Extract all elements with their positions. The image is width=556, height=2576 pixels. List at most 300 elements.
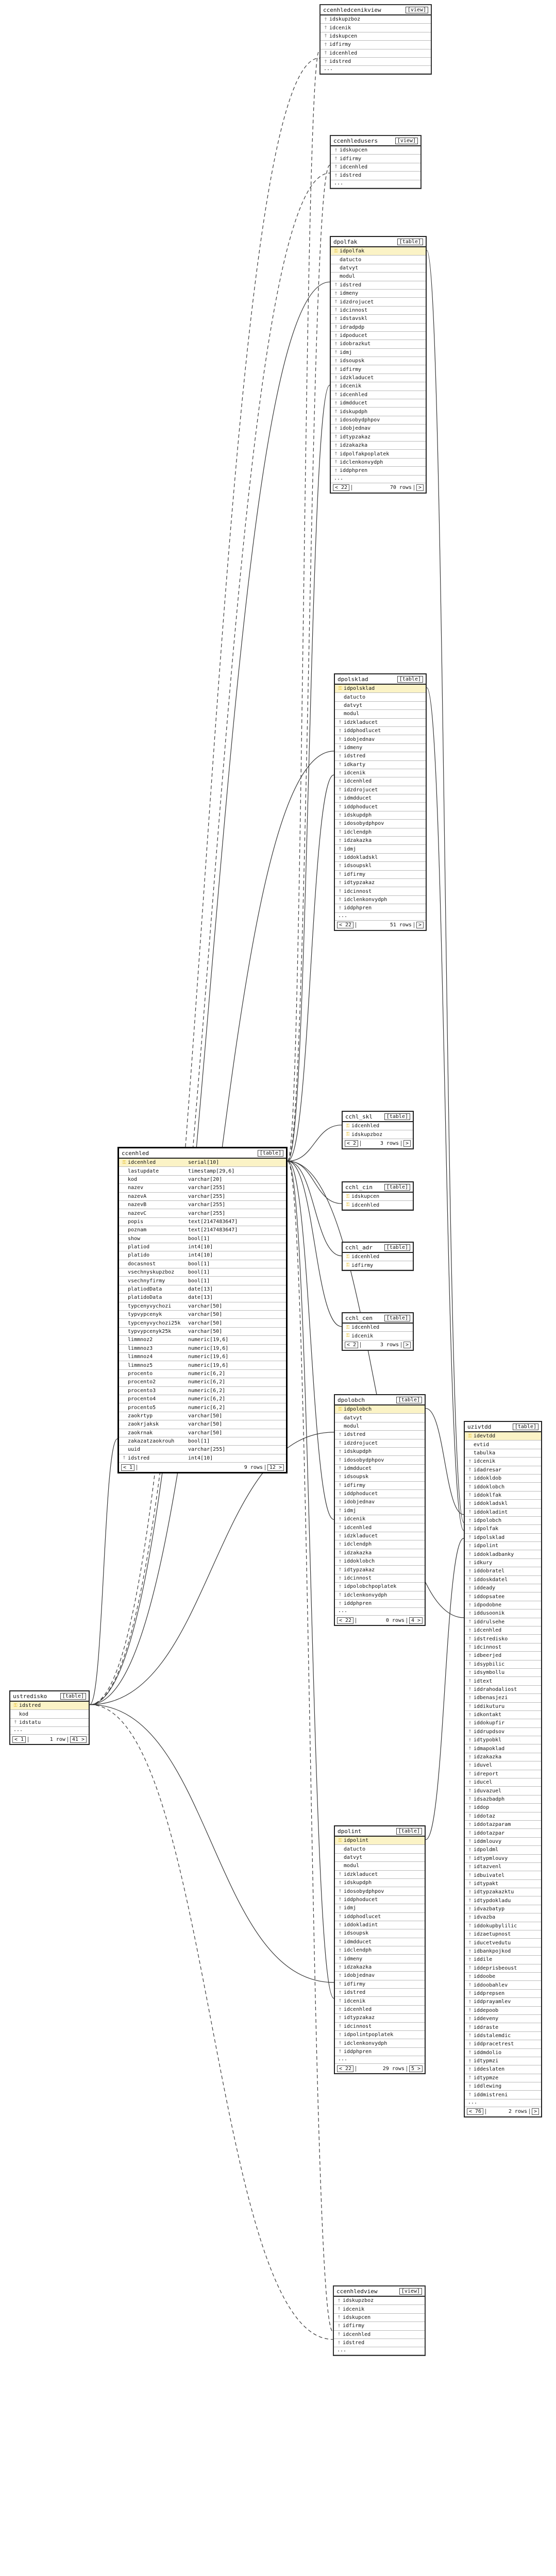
- column-row[interactable]: [335, 871, 426, 879]
- column-row[interactable]: [465, 1753, 541, 1761]
- column-row[interactable]: [119, 1345, 286, 1353]
- column-row[interactable]: [465, 1500, 541, 1508]
- column-row[interactable]: [335, 1879, 425, 1887]
- column-row[interactable]: [334, 2297, 425, 2305]
- column-row[interactable]: [465, 1592, 541, 1601]
- column-row[interactable]: [465, 1711, 541, 1719]
- column-row[interactable]: [331, 155, 420, 163]
- column-row[interactable]: [119, 1370, 286, 1378]
- column-row[interactable]: [465, 1643, 541, 1652]
- column-row[interactable]: [335, 828, 426, 837]
- column-row[interactable]: [465, 2049, 541, 2057]
- column-row[interactable]: [465, 1618, 541, 1626]
- column-row[interactable]: [465, 1475, 541, 1483]
- child-count-nav[interactable]: >: [403, 1342, 411, 1348]
- column-row[interactable]: [119, 1387, 286, 1395]
- column-row[interactable]: [321, 41, 431, 49]
- column-row[interactable]: [343, 1261, 413, 1269]
- column-row[interactable]: [331, 433, 426, 442]
- column-row[interactable]: [465, 1770, 541, 1778]
- column-row[interactable]: [335, 845, 426, 853]
- column-row[interactable]: [465, 1812, 541, 1821]
- column-row[interactable]: [10, 1702, 89, 1710]
- parent-count-nav[interactable]: < 22: [337, 2065, 353, 2072]
- column-row[interactable]: [331, 172, 420, 180]
- column-row[interactable]: [335, 1946, 425, 1955]
- column-row[interactable]: [465, 1863, 541, 1871]
- column-row[interactable]: [119, 1268, 286, 1277]
- column-row[interactable]: [335, 1498, 425, 1506]
- column-row[interactable]: [465, 1973, 541, 1981]
- column-row[interactable]: [335, 1405, 425, 1414]
- column-row[interactable]: [335, 1574, 425, 1583]
- column-row[interactable]: [465, 1896, 541, 1905]
- column-row[interactable]: [335, 854, 426, 862]
- column-row[interactable]: [335, 1871, 425, 1879]
- column-row[interactable]: [331, 408, 426, 416]
- column-row[interactable]: [335, 761, 426, 769]
- column-row[interactable]: [465, 1804, 541, 1812]
- column-row[interactable]: [335, 1422, 425, 1431]
- column-row[interactable]: [335, 719, 426, 727]
- column-row[interactable]: [465, 2007, 541, 2015]
- column-row[interactable]: [465, 1736, 541, 1744]
- column-row[interactable]: [119, 1446, 286, 1454]
- column-row[interactable]: [119, 1235, 286, 1243]
- column-row[interactable]: [465, 2015, 541, 2023]
- column-row[interactable]: [335, 744, 426, 752]
- column-row[interactable]: [335, 1431, 425, 1439]
- column-row[interactable]: [331, 332, 426, 340]
- column-row[interactable]: [119, 1319, 286, 1327]
- column-row[interactable]: [331, 290, 426, 298]
- column-row[interactable]: [334, 2314, 425, 2322]
- parent-count-nav[interactable]: < 22: [337, 922, 353, 928]
- column-row[interactable]: [331, 315, 426, 323]
- column-row[interactable]: [335, 1515, 425, 1523]
- column-row[interactable]: [465, 1584, 541, 1592]
- column-row[interactable]: [335, 1845, 425, 1853]
- child-count-nav[interactable]: >: [416, 922, 424, 928]
- column-row[interactable]: [335, 1414, 425, 1422]
- column-row[interactable]: [465, 1744, 541, 1753]
- column-row[interactable]: [465, 1440, 541, 1449]
- column-row[interactable]: [331, 382, 426, 391]
- column-row[interactable]: [119, 1209, 286, 1217]
- column-row[interactable]: [465, 2023, 541, 2031]
- column-row[interactable]: [465, 1466, 541, 1475]
- column-row[interactable]: [335, 896, 426, 904]
- column-row[interactable]: [335, 904, 426, 912]
- column-row[interactable]: [465, 1458, 541, 1466]
- column-row[interactable]: [331, 247, 426, 256]
- column-row[interactable]: [335, 786, 426, 794]
- table-uzivtdoc[interactable]: [464, 1421, 542, 2117]
- column-row[interactable]: [335, 862, 426, 870]
- column-row[interactable]: [465, 1795, 541, 1804]
- column-row[interactable]: [465, 1719, 541, 1727]
- column-row[interactable]: [465, 1677, 541, 1685]
- column-row[interactable]: [335, 2039, 425, 2047]
- table-ccenhled[interactable]: [117, 1147, 288, 1473]
- column-row[interactable]: [335, 1997, 425, 2005]
- column-row[interactable]: [119, 1167, 286, 1175]
- column-row[interactable]: [335, 1439, 425, 1448]
- column-row[interactable]: [335, 2023, 425, 2031]
- column-row[interactable]: [465, 1542, 541, 1550]
- column-row[interactable]: [465, 1492, 541, 1500]
- column-row[interactable]: [335, 1921, 425, 1929]
- column-row[interactable]: [465, 1449, 541, 1458]
- column-row[interactable]: [331, 163, 420, 172]
- column-row[interactable]: [343, 1324, 413, 1332]
- column-row[interactable]: [465, 1905, 541, 1913]
- column-row[interactable]: [335, 1448, 425, 1456]
- table-name[interactable]: dpolint: [338, 1827, 362, 1835]
- column-row[interactable]: [335, 1490, 425, 1498]
- column-row[interactable]: [465, 1888, 541, 1896]
- column-row[interactable]: [119, 1260, 286, 1268]
- column-row[interactable]: [119, 1420, 286, 1429]
- column-row[interactable]: [335, 1938, 425, 1946]
- column-row[interactable]: [335, 702, 426, 710]
- column-row[interactable]: [335, 1540, 425, 1549]
- column-row[interactable]: [343, 1122, 413, 1130]
- table-name[interactable]: cchl_adr: [345, 1244, 373, 1251]
- column-row[interactable]: [331, 349, 426, 357]
- column-row[interactable]: [335, 735, 426, 743]
- parent-count-nav[interactable]: < 22: [337, 1617, 353, 1624]
- column-row[interactable]: [321, 58, 431, 66]
- column-row[interactable]: [465, 1686, 541, 1694]
- column-row[interactable]: [331, 450, 426, 458]
- column-row[interactable]: [119, 1429, 286, 1437]
- column-row[interactable]: [119, 1353, 286, 1361]
- column-row[interactable]: [331, 391, 426, 399]
- table-name[interactable]: cchl_cen: [345, 1314, 373, 1321]
- column-row[interactable]: [465, 1930, 541, 1939]
- column-row[interactable]: [335, 710, 426, 718]
- column-row[interactable]: [465, 1601, 541, 1609]
- column-row[interactable]: [335, 1482, 425, 1490]
- column-row[interactable]: [335, 1980, 425, 1989]
- column-row[interactable]: [335, 2048, 425, 2056]
- column-row[interactable]: [465, 1609, 541, 1618]
- column-row[interactable]: [335, 1862, 425, 1870]
- table-name[interactable]: cchl_cin: [345, 1183, 373, 1191]
- column-row[interactable]: [119, 1176, 286, 1184]
- column-row[interactable]: [465, 1761, 541, 1770]
- column-row[interactable]: [335, 1854, 425, 1862]
- child-count-nav[interactable]: 4 >: [409, 1617, 423, 1624]
- column-row[interactable]: [465, 1855, 541, 1863]
- column-row[interactable]: [465, 1703, 541, 1711]
- column-row[interactable]: [119, 1251, 286, 1260]
- column-row[interactable]: [465, 1567, 541, 1575]
- column-row[interactable]: [331, 442, 426, 450]
- column-row[interactable]: [335, 2014, 425, 2022]
- column-row[interactable]: [331, 273, 426, 281]
- column-row[interactable]: [465, 1871, 541, 1879]
- column-row[interactable]: [335, 1566, 425, 1574]
- column-row[interactable]: [335, 1972, 425, 1980]
- column-row[interactable]: [465, 1913, 541, 1922]
- table-name[interactable]: dpolsklad: [338, 675, 368, 683]
- column-row[interactable]: [465, 2040, 541, 2048]
- column-row[interactable]: [335, 2031, 425, 2039]
- column-row[interactable]: [331, 357, 426, 365]
- table-name[interactable]: ccenhledview: [336, 2287, 378, 2295]
- child-count-nav[interactable]: 5 >: [409, 2065, 423, 2072]
- column-row[interactable]: [119, 1328, 286, 1336]
- column-row[interactable]: [331, 281, 426, 290]
- column-row[interactable]: [465, 1990, 541, 1998]
- column-row[interactable]: [335, 837, 426, 845]
- column-row[interactable]: [334, 2339, 425, 2347]
- column-row[interactable]: [465, 1432, 541, 1440]
- column-row[interactable]: [321, 32, 431, 41]
- column-row[interactable]: [119, 1159, 286, 1167]
- table-cchcin[interactable]: [342, 1181, 414, 1211]
- column-row[interactable]: [119, 1361, 286, 1369]
- column-row[interactable]: [331, 365, 426, 374]
- column-row[interactable]: [335, 693, 426, 701]
- parent-count-nav[interactable]: < 1: [121, 1464, 134, 1471]
- column-row[interactable]: [119, 1412, 286, 1420]
- column-row[interactable]: [335, 1887, 425, 1895]
- column-row[interactable]: [465, 1956, 541, 1964]
- column-row[interactable]: [331, 459, 426, 467]
- column-row[interactable]: [335, 1600, 425, 1608]
- table-cchcen[interactable]: [342, 1312, 414, 1351]
- column-row[interactable]: [335, 1532, 425, 1540]
- column-row[interactable]: [335, 887, 426, 895]
- table-name[interactable]: ustredisko: [13, 1692, 47, 1700]
- column-row[interactable]: [465, 1635, 541, 1643]
- column-row[interactable]: [465, 1998, 541, 2006]
- column-row[interactable]: [331, 298, 426, 306]
- column-row[interactable]: [343, 1130, 413, 1139]
- column-row[interactable]: [465, 1517, 541, 1525]
- column-row[interactable]: [119, 1226, 286, 1234]
- column-row[interactable]: [335, 794, 426, 803]
- table-cvw1[interactable]: [319, 4, 432, 75]
- column-row[interactable]: [331, 324, 426, 332]
- column-row[interactable]: [465, 1964, 541, 1973]
- column-row[interactable]: [465, 1829, 541, 1837]
- child-count-nav[interactable]: 41 >: [70, 1736, 87, 1743]
- table-dpolsklad[interactable]: [334, 673, 427, 931]
- column-row[interactable]: [343, 1193, 413, 1201]
- column-row[interactable]: [335, 685, 426, 693]
- column-row[interactable]: [335, 1507, 425, 1515]
- column-row[interactable]: [335, 1591, 425, 1600]
- column-row[interactable]: [119, 1277, 286, 1285]
- column-row[interactable]: [119, 1294, 286, 1302]
- column-row[interactable]: [465, 1821, 541, 1829]
- column-row[interactable]: [331, 374, 426, 382]
- parent-count-nav[interactable]: < 76: [467, 2108, 483, 2115]
- column-row[interactable]: [335, 1465, 425, 1473]
- parent-count-nav[interactable]: < 2: [345, 1140, 358, 1147]
- column-row[interactable]: [335, 769, 426, 777]
- column-row[interactable]: [465, 1550, 541, 1558]
- parent-count-nav[interactable]: < 2: [345, 1342, 358, 1348]
- column-row[interactable]: [465, 1669, 541, 1677]
- column-row[interactable]: [334, 2305, 425, 2313]
- column-row[interactable]: [119, 1201, 286, 1209]
- column-row[interactable]: [343, 1253, 413, 1261]
- column-row[interactable]: [321, 15, 431, 24]
- column-row[interactable]: [119, 1437, 286, 1446]
- column-row[interactable]: [335, 803, 426, 811]
- column-row[interactable]: [465, 1922, 541, 1930]
- column-row[interactable]: [331, 416, 426, 425]
- column-row[interactable]: [331, 467, 426, 475]
- table-name[interactable]: ccenhledcenikview: [323, 6, 381, 13]
- column-row[interactable]: [465, 2074, 541, 2082]
- column-row[interactable]: [465, 1880, 541, 1888]
- column-row[interactable]: [465, 2065, 541, 2074]
- column-row[interactable]: [335, 1913, 425, 1921]
- more-columns-ellipsis[interactable]: ...: [465, 2099, 541, 2107]
- column-row[interactable]: [335, 1896, 425, 1904]
- column-row[interactable]: [465, 2082, 541, 2091]
- column-row[interactable]: [335, 2006, 425, 2014]
- column-row[interactable]: [343, 1201, 413, 1209]
- table-cchadr[interactable]: [342, 1242, 414, 1271]
- column-row[interactable]: [465, 1525, 541, 1533]
- column-row[interactable]: [465, 1483, 541, 1491]
- more-columns-ellipsis[interactable]: ...: [331, 476, 426, 483]
- column-row[interactable]: [465, 1981, 541, 1989]
- column-row[interactable]: [119, 1454, 286, 1463]
- column-row[interactable]: [465, 1626, 541, 1635]
- column-row[interactable]: [321, 49, 431, 58]
- more-columns-ellipsis[interactable]: ...: [321, 66, 431, 74]
- parent-count-nav[interactable]: < 22: [333, 484, 349, 491]
- column-row[interactable]: [465, 1576, 541, 1584]
- column-row[interactable]: [331, 425, 426, 433]
- column-row[interactable]: [119, 1243, 286, 1251]
- column-row[interactable]: [119, 1184, 286, 1192]
- column-row[interactable]: [335, 1837, 425, 1845]
- column-row[interactable]: [335, 1955, 425, 1963]
- column-row[interactable]: [335, 1549, 425, 1557]
- more-columns-ellipsis[interactable]: ...: [335, 2056, 425, 2064]
- child-count-nav[interactable]: >: [532, 2108, 539, 2115]
- column-row[interactable]: [343, 1332, 413, 1340]
- column-row[interactable]: [335, 777, 426, 786]
- column-row[interactable]: [465, 1939, 541, 1947]
- column-row[interactable]: [335, 752, 426, 760]
- column-row[interactable]: [119, 1285, 286, 1294]
- more-columns-ellipsis[interactable]: ...: [10, 1727, 89, 1735]
- column-row[interactable]: [331, 256, 426, 264]
- table-ustr[interactable]: [9, 1690, 90, 1745]
- table-name[interactable]: ccenhled: [122, 1149, 149, 1157]
- column-row[interactable]: [331, 399, 426, 408]
- table-dpolint[interactable]: [334, 1825, 426, 2074]
- column-row[interactable]: [10, 1710, 89, 1718]
- column-row[interactable]: [335, 820, 426, 828]
- column-row[interactable]: [335, 1929, 425, 1938]
- child-count-nav[interactable]: 12 >: [267, 1464, 284, 1471]
- table-cchskl[interactable]: [342, 1111, 414, 1149]
- column-row[interactable]: [335, 1557, 425, 1566]
- column-row[interactable]: [335, 811, 426, 820]
- column-row[interactable]: [119, 1302, 286, 1311]
- column-row[interactable]: [335, 727, 426, 735]
- column-row[interactable]: [465, 1787, 541, 1795]
- column-row[interactable]: [331, 307, 426, 315]
- table-name[interactable]: cchl_skl: [345, 1113, 373, 1120]
- column-row[interactable]: [119, 1193, 286, 1201]
- column-row[interactable]: [465, 1947, 541, 1956]
- column-row[interactable]: [465, 1534, 541, 1542]
- more-columns-ellipsis[interactable]: ...: [334, 2347, 425, 2355]
- column-row[interactable]: [119, 1218, 286, 1226]
- child-count-nav[interactable]: >: [416, 484, 424, 491]
- column-row[interactable]: [331, 340, 426, 348]
- column-row[interactable]: [119, 1403, 286, 1412]
- table-cvw3[interactable]: [333, 2285, 426, 2356]
- column-row[interactable]: [334, 2331, 425, 2339]
- column-row[interactable]: [321, 24, 431, 32]
- table-name[interactable]: uzivtdd: [467, 1423, 492, 1430]
- more-columns-ellipsis[interactable]: ...: [331, 180, 420, 188]
- child-count-nav[interactable]: >: [403, 1140, 411, 1147]
- column-row[interactable]: [334, 2322, 425, 2330]
- column-row[interactable]: [335, 1456, 425, 1464]
- column-row[interactable]: [465, 1652, 541, 1660]
- column-row[interactable]: [10, 1719, 89, 1727]
- column-row[interactable]: [335, 1473, 425, 1481]
- column-row[interactable]: [465, 2091, 541, 2099]
- column-row[interactable]: [465, 1846, 541, 1854]
- table-dpolfak[interactable]: [330, 236, 427, 494]
- column-row[interactable]: [335, 1963, 425, 1972]
- column-row[interactable]: [335, 1904, 425, 1912]
- column-row[interactable]: [465, 1559, 541, 1567]
- column-row[interactable]: [465, 1509, 541, 1517]
- column-row[interactable]: [465, 1694, 541, 1702]
- table-name[interactable]: dpolfak: [333, 238, 358, 245]
- column-row[interactable]: [335, 1523, 425, 1532]
- table-name[interactable]: ccenhledusers: [333, 137, 378, 144]
- parent-count-nav[interactable]: < 1: [12, 1736, 26, 1743]
- table-cvw2[interactable]: [330, 135, 422, 189]
- column-row[interactable]: [465, 1838, 541, 1846]
- table-name[interactable]: dpolobch: [338, 1396, 365, 1403]
- column-row[interactable]: [335, 1989, 425, 1997]
- column-row[interactable]: [465, 2057, 541, 2065]
- column-row[interactable]: [119, 1336, 286, 1344]
- column-row[interactable]: [335, 879, 426, 887]
- more-columns-ellipsis[interactable]: ...: [335, 913, 426, 921]
- column-row[interactable]: [331, 146, 420, 155]
- column-row[interactable]: [331, 264, 426, 273]
- table-dpolobch[interactable]: [334, 1394, 426, 1626]
- more-columns-ellipsis[interactable]: ...: [335, 1608, 425, 1616]
- column-row[interactable]: [119, 1395, 286, 1403]
- column-row[interactable]: [119, 1378, 286, 1386]
- column-row[interactable]: [119, 1311, 286, 1319]
- column-row[interactable]: [465, 1660, 541, 1669]
- column-row[interactable]: [465, 1778, 541, 1787]
- column-row[interactable]: [465, 2032, 541, 2040]
- column-row[interactable]: [335, 1583, 425, 1591]
